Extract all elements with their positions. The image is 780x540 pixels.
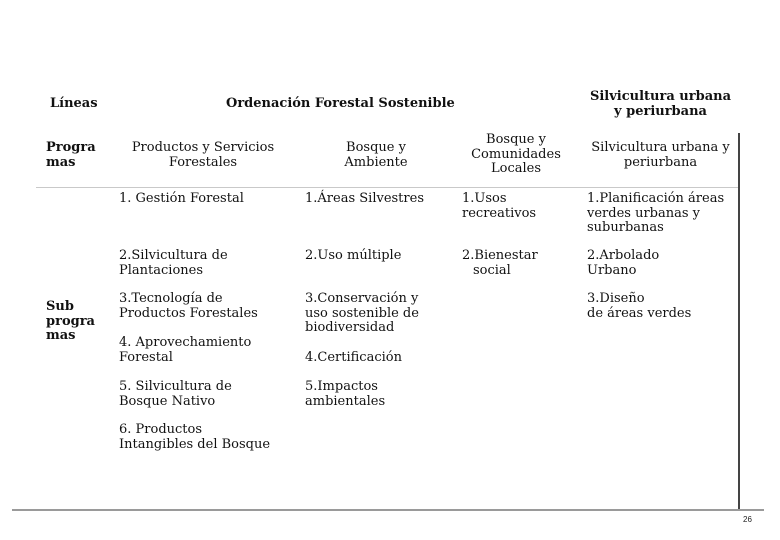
subprogramas-label-line: mas	[46, 328, 76, 343]
subprograma-text-line: 2.Uso múltiple	[305, 248, 402, 263]
subprograma-text-line: 4. Aprovechamiento	[119, 335, 252, 350]
subprograma-text-line: 3.Diseño	[587, 291, 645, 306]
programas-label	[46, 141, 96, 170]
subprograma-text-line: Urbano	[587, 262, 637, 278]
subprograma-silvicultura-bosque-nativo	[119, 380, 232, 409]
subprograma-bienestar-social	[462, 249, 538, 278]
row-separator	[36, 187, 738, 188]
programa-text-line: Forestales	[168, 154, 238, 170]
programa-silvicultura-urbana	[583, 141, 738, 170]
subprograma-aprovechamiento-forestal	[119, 336, 251, 365]
subprograma-text-line: 6. Productos	[119, 422, 203, 437]
subprograma-text-line: 2.Silvicultura de	[119, 248, 228, 263]
programa-bosque-comunidades	[458, 133, 574, 177]
subprograma-text-line: 1.Planificación áreas	[587, 191, 725, 206]
subprograma-text-line: social	[473, 262, 511, 278]
right-border	[738, 133, 740, 509]
subprograma-text-line: 3.Conservación y	[305, 291, 419, 306]
subprograma-text-line: 1.Usos	[462, 191, 507, 206]
programa-productos-servicios	[118, 141, 288, 170]
subprograma-text-line: 3.Tecnología de	[119, 291, 223, 306]
subprograma-text-line: 1. Gestión Forestal	[119, 191, 244, 206]
programa-text-line: Productos y Servicios	[131, 140, 275, 155]
subprograma-impactos-ambientales	[305, 380, 385, 409]
subprograma-text-line: 5.Impactos	[305, 379, 378, 394]
programa-text-line: Bosque y	[486, 132, 546, 147]
subprograma-uso-multiple	[305, 249, 401, 264]
subprograma-text-line: Plantaciones	[119, 262, 204, 278]
subprograma-text-line: uso sostenible de	[305, 305, 419, 321]
subprograma-text-line: Intangibles del Bosque	[119, 436, 271, 452]
programa-text-line: periurbana	[623, 154, 698, 170]
subprograma-text-line: de áreas verdes	[587, 305, 692, 321]
footer-rule	[12, 509, 764, 511]
page-number: 26	[743, 515, 752, 524]
subprograma-text-line: 2.Bienestar	[462, 248, 538, 263]
subprograma-text-line: 1.Áreas Silvestres	[305, 191, 424, 206]
subprograma-text-line: 4.Certificación	[305, 350, 402, 365]
subprograma-gestion-forestal	[119, 192, 244, 207]
subprograma-text-line: 5. Silvicultura de	[119, 379, 232, 394]
programas-label-line2: mas	[46, 154, 76, 170]
subprograma-text-line: Productos Forestales	[119, 305, 258, 321]
silvicultura-header-line1: Silvicultura urbana	[589, 89, 731, 104]
programas-label-line1: Progra	[46, 140, 96, 155]
subprograma-conservacion-biodiversidad	[305, 292, 419, 336]
subprogramas-label	[46, 300, 95, 344]
subprograma-areas-silvestres	[305, 192, 424, 207]
subprograma-tecnologia-productos	[119, 292, 258, 321]
lineas-label: Líneas	[50, 96, 98, 111]
programa-text-line: Comunidades	[471, 146, 561, 162]
programa-text-line: Locales	[490, 161, 541, 176]
subprograma-text-line: biodiversidad	[305, 320, 395, 335]
subprograma-silvicultura-plantaciones	[119, 249, 228, 278]
subprogramas-label-line: Sub	[46, 299, 74, 314]
subprograma-text-line: recreativos	[462, 205, 537, 221]
subprograma-text-line: verdes urbanas y	[587, 205, 701, 221]
subprogramas-label-line: progra	[46, 313, 95, 329]
subprograma-certificacion	[305, 351, 402, 366]
subprograma-text-line: Bosque Nativo	[119, 393, 216, 409]
subprograma-text-line: Forestal	[119, 349, 173, 365]
subprograma-usos-recreativos	[462, 192, 536, 221]
subprograma-arbolado-urbano	[587, 249, 659, 278]
silvicultura-header-line2: y periurbana	[614, 103, 707, 119]
programa-text-line: Silvicultura urbana y	[591, 140, 730, 155]
subprograma-planificacion-areas-verdes	[587, 192, 724, 236]
subprograma-text-line: 2.Arbolado	[587, 248, 660, 263]
programa-text-line: Ambiente	[344, 154, 408, 170]
programa-text-line: Bosque y	[346, 140, 406, 155]
silvicultura-header	[583, 90, 738, 119]
subprograma-text-line: suburbanas	[587, 220, 664, 235]
subprograma-text-line: ambientales	[305, 393, 386, 409]
programa-bosque-ambiente	[316, 141, 436, 170]
subprograma-diseno-areas-verdes	[587, 292, 691, 321]
ordenacion-header: Ordenación Forestal Sostenible	[226, 96, 455, 111]
subprograma-productos-intangibles	[119, 423, 270, 452]
